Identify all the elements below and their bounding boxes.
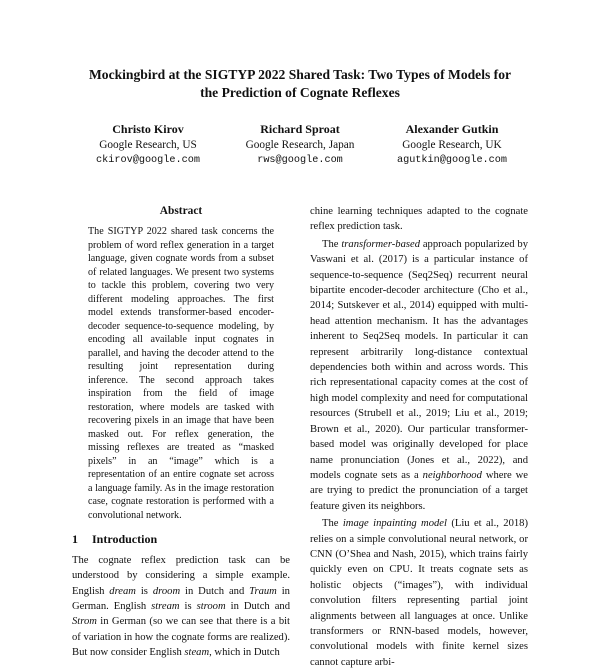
author-affiliation: Google Research, Japan bbox=[245, 138, 355, 151]
body-text: The bbox=[322, 238, 342, 250]
section-heading-introduction bbox=[72, 532, 290, 547]
intro-text: , which in Dutch bbox=[209, 647, 280, 659]
body-text: where we are trying to predict the pronunciation of a target feature given its neighbors. bbox=[310, 469, 529, 512]
example-word: Traum bbox=[249, 585, 277, 597]
example-word: stroom bbox=[196, 601, 226, 613]
author-block bbox=[72, 122, 528, 169]
body-text: The bbox=[322, 518, 343, 530]
author-email: ckirov@google.com bbox=[96, 155, 200, 166]
term-image-inpainting-model: image inpainting model bbox=[342, 518, 447, 530]
intro-text: is bbox=[179, 601, 197, 613]
intro-text: in German (so we can see that there is a bit of variation in how the cognate forms are realized). But now consider English bbox=[72, 616, 290, 659]
intro-text: is bbox=[135, 585, 153, 597]
term-transformer-based: transformer-based bbox=[341, 238, 420, 250]
intro-paragraph bbox=[72, 553, 290, 661]
inpainting-paragraph bbox=[310, 516, 528, 670]
right-column bbox=[310, 204, 528, 670]
section-title: Introduction bbox=[92, 532, 158, 547]
author-name: Richard Sproat bbox=[260, 122, 340, 136]
paper-title bbox=[50, 66, 550, 102]
author-email: agutkin@google.com bbox=[396, 155, 508, 166]
intro-text: in German. English bbox=[72, 585, 290, 613]
author-affiliation: Google Research, UK bbox=[402, 138, 502, 151]
left-column bbox=[72, 204, 290, 661]
author-name: Christo Kirov bbox=[112, 122, 184, 136]
section-number: 1 bbox=[72, 532, 78, 547]
term-neighborhood: neighborhood bbox=[422, 469, 482, 481]
continuation-paragraph: chine learning techniques adapted to the cognate reflex prediction task. bbox=[310, 206, 528, 233]
example-word: stream bbox=[151, 601, 180, 613]
transformer-paragraph bbox=[310, 237, 528, 514]
title-line-1: Mockingbird at the SIGTYP 2022 Shared Task: Two Types of Models for bbox=[88, 67, 512, 82]
example-word: dream bbox=[109, 585, 136, 597]
example-word: droom bbox=[152, 585, 181, 597]
author-3 bbox=[376, 122, 528, 169]
author-1 bbox=[72, 122, 224, 169]
intro-text: The cognate reflex prediction task can be understood by considering a simple example. English bbox=[72, 554, 290, 597]
abstract-heading: Abstract bbox=[159, 205, 203, 217]
author-affiliation: Google Research, US bbox=[99, 138, 197, 151]
example-word: Strom bbox=[72, 616, 97, 628]
intro-text: in Dutch and bbox=[225, 601, 291, 613]
body-text: (Liu et al., 2018) relies on a simple convolutional neural network, or CNN (O’Shea and Nash, 2015), which trains fairly quickly even on CPU. It treats cognate sets as holistic objects (“images”), with individual convolution filters representing partial joint alignments between all languages at once. Unlike transformers or RNN-based models, however, convolutional models with finite kernel sizes cannot capture arbi- bbox=[310, 518, 528, 668]
author-name: Alexander Gutkin bbox=[405, 122, 499, 136]
intro-text: in Dutch and bbox=[180, 585, 250, 597]
title-line-2: the Prediction of Cognate Reflexes bbox=[200, 85, 400, 100]
body-text: approach popularized by Vaswani et al. (2017) is a particular instance of sequence-to-sequence (Seq2Seq) recurrent neural bipartite encoder-decoder architecture (Cho et al., 2014; Sutskever et al., 2014) equipped with multi-head attention mechanism. It has the advantages inherent to Seq2Seq models. In particular it can represent arbitrarily long-distance contextual dependencies both within and across words. This rich representational capacity comes at the cost of high model complexity and need for computational resources (Strubell et al., 2019; Liu et al., 2019; Brown et al., 2020). Our particular transformer-based model was originally developed for place name pronunciation (Jones et al., 2022), and models cognate sets as a bbox=[310, 238, 528, 481]
example-word: steam bbox=[184, 647, 210, 659]
author-2 bbox=[224, 122, 376, 169]
author-email: rws@google.com bbox=[257, 155, 343, 166]
abstract-text: The SIGTYP 2022 shared task concerns the problem of word reflex generation in a target language, given cognate words from a subset of related languages. We present two systems to tackle this problem, covering two very different modeling approaches. The first model extends transformer-based encoder-decoder sequence-to-sequence modeling, by encoding all available input cognates in parallel, and having the decoder attend to the resulting joint representation during inference. The second approach takes inspiration from the field of image restoration, where models are tasked with recovering pixels in an image that have been masked out. For reflex generation, the missing reflexes are treated as “masked pixels” in an “image” which is a representation of an entire cognate set across a language family. As in the image restoration case, cognate restoration is performed with a convolutional network. bbox=[88, 226, 274, 521]
